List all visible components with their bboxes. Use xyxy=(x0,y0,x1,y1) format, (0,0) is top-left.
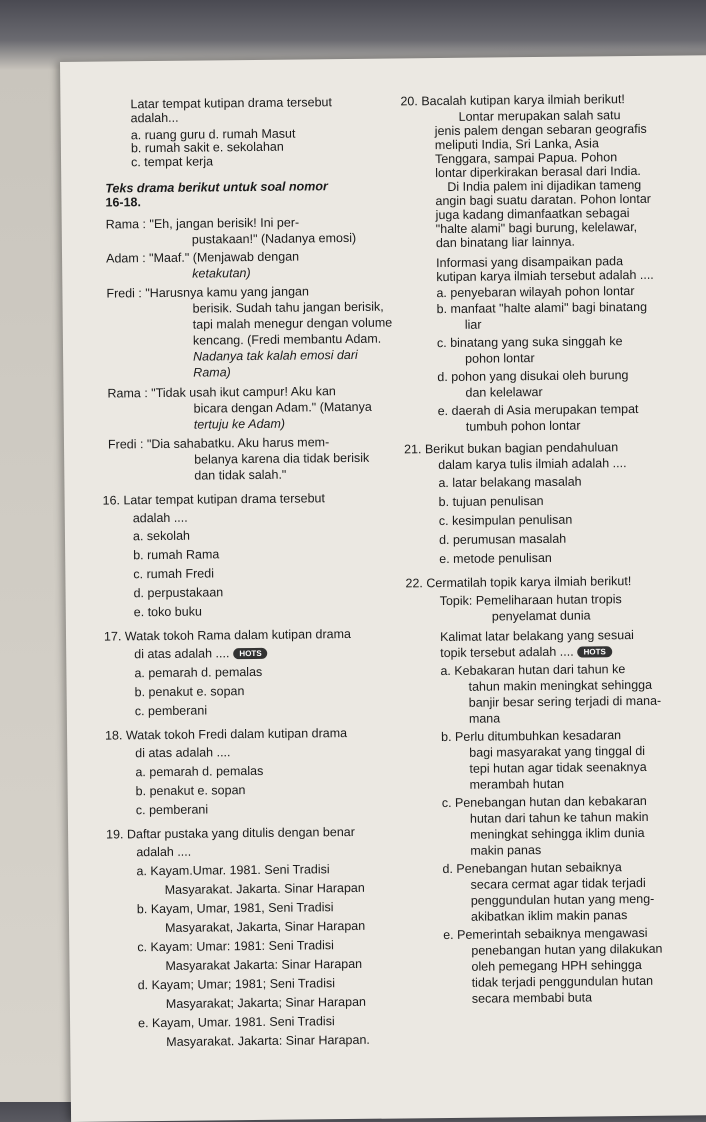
right-text-line xyxy=(405,574,631,591)
right-text-line xyxy=(439,532,566,548)
line-text: Di India palem ini dijadikan tameng xyxy=(447,177,642,194)
line-text: Latar tempat kutipan drama tersebut xyxy=(130,95,333,112)
line-text: Nadanya tak kalah emosi dari xyxy=(193,347,358,364)
left-text-line xyxy=(135,703,207,719)
line-text: "halte alami" bagi burung, kelelawar, xyxy=(435,219,638,237)
line-text: a. Kayam.Umar. 1981. Seni Tradisi xyxy=(136,862,330,879)
line-text: tepi hutan agar tidak seenaknya xyxy=(469,759,647,776)
right-text-line xyxy=(465,351,535,367)
line-text: Fredi : "Harusnya kamu yang jangan xyxy=(106,284,309,301)
right-text-line xyxy=(440,662,625,679)
right-text-line xyxy=(438,402,639,419)
line-text: meliputi India, Sri Lanka, Asia xyxy=(434,136,599,153)
right-text-line xyxy=(469,694,662,711)
left-text-line xyxy=(165,881,365,898)
line-text: tumbuh pohon lontar xyxy=(465,418,581,434)
line-text: a. latar belakang masalah xyxy=(438,474,582,491)
right-text-line xyxy=(471,908,627,925)
line-text: ketakutan) xyxy=(192,266,251,281)
left-text-line xyxy=(108,435,329,452)
line-text: b. tujuan penulisan xyxy=(438,493,544,510)
line-text: b. Perlu ditumbuhkan kesadaran xyxy=(441,728,622,745)
left-text-line xyxy=(104,627,351,645)
line-text: 16-18. xyxy=(105,195,141,210)
line-text: a. pemarah d. pemalas xyxy=(135,763,264,780)
left-text-line xyxy=(134,665,262,681)
left-text-line xyxy=(138,976,335,993)
left-text-line xyxy=(105,195,141,210)
line-text: Tenggara, sampai Papua. Pohon xyxy=(434,150,618,167)
left-column xyxy=(90,58,400,1049)
line-text: adalah .... xyxy=(136,844,192,860)
line-text: c. tempat kerja xyxy=(130,154,214,170)
line-text: d. perpustakaan xyxy=(133,585,224,601)
right-text-line xyxy=(442,860,621,877)
line-text: 18. Watak tokoh Fredi dalam kutipan drama xyxy=(104,726,348,743)
line-text: c. kesimpulan penulisan xyxy=(438,512,573,529)
left-text-line xyxy=(194,468,286,484)
line-text: penggundulan hutan yang meng- xyxy=(470,891,655,908)
line-text: b. penakut e. sopan xyxy=(135,783,246,799)
line-text: Masyarakat; Jakarta; Sinar Harapan xyxy=(165,994,367,1011)
left-text-line xyxy=(133,511,188,527)
right-text-line xyxy=(442,794,647,811)
left-text-line xyxy=(106,825,355,843)
left-text-line xyxy=(192,231,356,248)
left-text-line xyxy=(194,417,285,433)
line-text: mana xyxy=(468,711,501,726)
line-text: hutan dari tahun ke tahun makin xyxy=(469,809,649,826)
line-text: pohon lontar xyxy=(465,351,535,366)
line-text: Masyarakat, Jakarta, Sinar Harapan xyxy=(165,918,366,935)
right-text-line xyxy=(470,826,645,843)
line-text: a. ruang guru d. rumah Masut xyxy=(130,126,296,143)
right-text-line xyxy=(436,235,575,251)
left-text-line xyxy=(135,745,230,761)
line-text: e. metode penulisan xyxy=(439,550,552,567)
left-text-line xyxy=(193,316,393,333)
line-text: b. rumah sakit e. sekolahan xyxy=(130,139,284,156)
line-text: 21. Berikut bukan bagian pendahuluan xyxy=(404,440,619,457)
line-text: a. pemarah d. pemalas xyxy=(134,664,263,681)
left-text-line xyxy=(194,400,372,417)
line-text: Masyarakat. Jakarta: Sinar Harapan. xyxy=(166,1032,370,1049)
line-text: bicara dengan Adam." (Matanya xyxy=(193,399,372,416)
line-text: di atas adalah .... xyxy=(135,745,231,761)
left-text-line xyxy=(130,95,332,112)
right-text-line xyxy=(436,284,634,301)
line-text: Lontar merupakan salah satu xyxy=(458,108,621,124)
line-text: e. Pemerintah sebaiknya mengawasi xyxy=(443,925,648,943)
line-text: jenis palem dengan sebaran geografis xyxy=(434,121,647,139)
line-text: a. penyebaran wilayah pohon lontar xyxy=(436,283,635,301)
right-column xyxy=(400,55,706,1006)
left-text-line xyxy=(165,957,362,974)
left-text-line xyxy=(136,845,191,861)
left-text-line xyxy=(135,684,245,700)
line-text: d. Penebangan hutan sebaiknya xyxy=(442,860,622,877)
line-text: e. toko buku xyxy=(133,604,202,620)
line-text: c. rumah Fredi xyxy=(133,566,215,582)
line-text: bagi masyarakat yang tinggal di xyxy=(469,743,646,760)
line-text: 22. Cermatilah topik karya ilmiah berikut! xyxy=(405,574,632,591)
line-text: c. Kayam: Umar: 1981: Seni Tradisi xyxy=(137,938,334,955)
line-text: dan kelelawar xyxy=(465,384,543,400)
left-text-line xyxy=(136,862,329,879)
line-text: Teks drama berikut untuk soal nomor xyxy=(105,179,328,196)
left-text-line xyxy=(137,900,334,917)
right-text-line xyxy=(437,334,623,351)
hots-badge: HOTS xyxy=(233,648,267,659)
line-text: tertuju ke Adam) xyxy=(193,416,286,432)
left-text-line xyxy=(135,764,263,780)
line-text: b. Kayam, Umar, 1981, Seni Tradisi xyxy=(136,900,334,917)
line-text: dalam karya tulis ilmiah adalah .... xyxy=(438,456,627,473)
left-text-line xyxy=(165,919,365,936)
left-text-line xyxy=(133,566,214,582)
right-text-line xyxy=(472,974,654,991)
left-text-line xyxy=(133,585,223,601)
left-text-line xyxy=(134,646,268,662)
left-text-line xyxy=(136,783,246,799)
line-text: angin bagi suatu daratan. Pohon lontar xyxy=(435,191,651,209)
line-text: 20. Bacalah kutipan karya ilmiah berikut! xyxy=(400,92,625,109)
right-text-line xyxy=(438,456,626,473)
line-text: b. rumah Rama xyxy=(133,547,220,563)
left-text-line xyxy=(193,300,384,317)
line-text: meningkat sehingga iklim dunia xyxy=(470,825,645,842)
line-text: Topik: Pemeliharaan hutan tropis xyxy=(439,592,622,609)
right-text-line xyxy=(437,300,648,317)
hots-badge: HOTS xyxy=(578,646,612,657)
line-text: tahun makin meningkat sehingga xyxy=(468,677,653,694)
line-text: banjir besar sering terjadi di mana- xyxy=(468,693,662,710)
line-text: dan binatang liar lainnya. xyxy=(435,234,575,251)
right-text-line xyxy=(439,551,552,567)
left-text-line xyxy=(193,332,381,349)
line-text: secara cermat agar tidak terjadi xyxy=(470,875,646,892)
line-text: tapi malah menegur dengan volume xyxy=(192,315,393,332)
right-text-line xyxy=(437,368,628,385)
line-text: di atas adalah .... xyxy=(134,646,230,662)
line-text: a. sekolah xyxy=(132,528,191,544)
right-text-line xyxy=(465,385,542,401)
line-text: Rama : "Tidak usah ikut campur! Aku kan xyxy=(107,384,336,401)
line-text: juga kadang dimanfaatkan sebagai xyxy=(435,206,630,223)
right-text-line xyxy=(469,760,646,777)
left-text-line xyxy=(103,491,326,508)
line-text: pustakaan!" (Nadanya emosi) xyxy=(191,230,357,247)
line-text: kencang. (Fredi membantu Adam. xyxy=(192,331,382,348)
left-text-line xyxy=(131,154,213,170)
line-text: 19. Daftar pustaka yang ditulis dengan benar xyxy=(106,824,355,842)
right-text-line xyxy=(471,942,662,959)
right-text-line xyxy=(469,711,500,726)
left-text-line xyxy=(137,938,334,955)
line-text: liar xyxy=(464,317,482,332)
right-text-line xyxy=(440,644,612,661)
line-text: adalah .... xyxy=(132,510,188,526)
line-text: a. Kebakaran hutan dari tahun ke xyxy=(440,662,626,679)
left-text-line xyxy=(166,1033,370,1050)
line-text: penebangan hutan yang dilakukan xyxy=(471,941,663,958)
left-text-line xyxy=(107,384,336,401)
worksheet-page xyxy=(60,55,706,1122)
line-text: belanya karena dia tidak berisik xyxy=(194,450,370,467)
line-text: Informasi yang disampaikan pada xyxy=(436,254,624,271)
line-text: lontar diperkirakan berasal dari India. xyxy=(435,163,641,181)
line-text: Masyarakat Jakarta: Sinar Harapan xyxy=(165,956,363,973)
right-text-line xyxy=(440,628,634,645)
line-text: e. Kayam, Umar. 1981. Seni Tradisi xyxy=(137,1014,335,1031)
line-text: Rama : "Eh, jangan berisik! Ini per- xyxy=(105,215,300,232)
left-text-line xyxy=(105,179,328,196)
left-text-line xyxy=(133,529,190,545)
line-text: topik tersebut adalah .... xyxy=(440,644,574,661)
line-text: Masyarakat. Jakarta. Sinar Harapan xyxy=(164,880,365,897)
line-text: c. binatang yang suka singgah ke xyxy=(436,334,623,351)
right-text-line xyxy=(439,494,544,510)
right-text-line xyxy=(400,92,625,109)
left-text-line xyxy=(133,547,219,563)
left-text-line xyxy=(105,726,347,744)
line-text: Kalimat latar belakang yang sesuai xyxy=(439,628,634,645)
line-text: b. penakut e. sopan xyxy=(134,684,245,700)
line-text: d. pohon yang disukai oleh burung xyxy=(437,368,629,385)
left-text-line xyxy=(131,111,179,127)
left-text-line xyxy=(106,250,299,267)
left-text-line xyxy=(138,1014,335,1031)
line-text: e. daerah di Asia merupakan tempat xyxy=(437,401,639,419)
left-text-line xyxy=(193,365,231,380)
left-text-line xyxy=(166,995,366,1012)
right-text-line xyxy=(470,777,565,793)
right-text-line xyxy=(472,990,592,1006)
line-text: c. pemberani xyxy=(134,703,208,719)
right-text-line xyxy=(471,958,641,975)
right-text-line xyxy=(438,475,581,491)
right-text-line xyxy=(465,318,482,333)
line-text: c. pemberani xyxy=(135,802,209,818)
line-text: Adam : "Maaf." (Menjawab dengan xyxy=(105,249,300,266)
right-text-line xyxy=(436,268,654,285)
right-text-line xyxy=(471,892,655,909)
line-text: adalah... xyxy=(130,110,179,126)
right-text-line xyxy=(470,810,649,827)
line-text: kutipan karya ilmiah tersebut adalah .... xyxy=(436,267,654,285)
right-text-line xyxy=(492,608,591,624)
line-text: c. Penebangan hutan dan kebakaran xyxy=(441,793,647,811)
left-text-line xyxy=(106,284,309,301)
right-text-line xyxy=(440,592,622,609)
right-text-line xyxy=(404,440,618,457)
left-text-line xyxy=(194,451,369,468)
right-text-line xyxy=(439,513,573,529)
line-text: 17. Watak tokoh Rama dalam kutipan drama xyxy=(103,626,351,644)
left-text-line xyxy=(136,802,208,818)
line-text: tidak terjadi penggundulan hutan xyxy=(471,973,654,990)
right-text-line xyxy=(470,843,541,859)
left-text-line xyxy=(106,216,300,233)
line-text: 16. Latar tempat kutipan drama tersebut xyxy=(102,491,326,508)
right-text-line xyxy=(469,744,645,761)
line-text: dan tidak salah." xyxy=(194,467,287,483)
right-text-line xyxy=(468,678,652,695)
line-text: penyelamat dunia xyxy=(491,608,591,624)
right-text-line xyxy=(441,728,621,745)
line-text: akibatkan iklim makin panas xyxy=(470,908,628,924)
line-text: makin panas xyxy=(470,843,542,858)
line-text: merambah hutan xyxy=(469,776,565,792)
line-text: b. manfaat "halte alami" bagi binatang xyxy=(436,299,648,317)
line-text: d. Kayam; Umar; 1981; Seni Tradisi xyxy=(137,976,336,993)
left-text-line xyxy=(134,605,202,621)
line-text: secara membabi buta xyxy=(471,990,593,1006)
right-text-line xyxy=(471,876,646,893)
line-text: d. perumusan masalah xyxy=(438,531,567,548)
right-text-line xyxy=(443,926,647,943)
right-text-line xyxy=(466,419,581,435)
line-text: Fredi : "Dia sahabatku. Aku harus mem- xyxy=(107,435,330,452)
left-text-line xyxy=(193,348,358,365)
line-text: oleh pemegang HPH sehingga xyxy=(471,957,642,974)
left-text-line xyxy=(192,266,251,282)
line-text: berisik. Sudah tahu jangan berisik, xyxy=(192,299,384,316)
line-text: Rama) xyxy=(193,365,231,380)
